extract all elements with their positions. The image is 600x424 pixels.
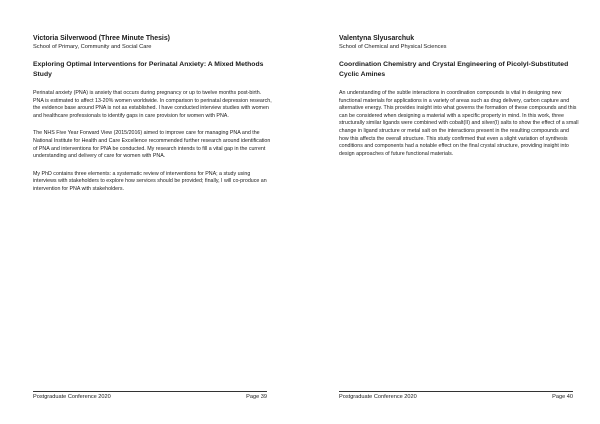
footer-divider: [33, 391, 267, 392]
footer-page-number: Page 40: [552, 394, 573, 400]
page-40: [300, 0, 600, 424]
school-name: School of Primary, Community and Social Care: [33, 44, 152, 50]
abstract-paragraph: The NHS Five Year Forward View (2015/2016) aimed to improve care for managing PNA and the National Institute for Health and Care Excellence recommended further research around identification of PNA and interventions for PNA be conducted. My research intends to fill a vital gap in the current understanding and delivery of care for women with PNA.: [33, 130, 271, 160]
page-footer: [33, 391, 267, 403]
author-name: Valentyna Slyusarchuk: [339, 35, 415, 42]
school-name: School of Chemical and Physical Sciences: [339, 44, 447, 50]
abstract-title: Exploring Optimal Interventions for Perinatal Anxiety: A Mixed Methods Study: [33, 61, 264, 78]
abstract-content: [33, 34, 273, 194]
footer-page-number: Page 39: [246, 394, 267, 400]
footer-conference-label: Postgraduate Conference 2020: [339, 394, 417, 400]
abstract-paragraph: My PhD contains three elements: a systematic review of interventions for PNA; a study using interviews with stakeholders to explore how services should be provided; finally, I will co-produce an intervention for PNA with stakeholders.: [33, 170, 267, 192]
abstract-title: Coordination Chemistry and Crystal Engineering of Picolyl-Substituted Cyclic Amines: [339, 61, 569, 78]
abstract-paragraph: Perinatal anxiety (PNA) is anxiety that occurs during pregnancy or up to twelve months post-birth. PNA is estimated to affect 13-20% women worldwide. In comparison to perinatal depression research, the evidence base around PNA is not as established. I have conducted interview studies with women and healthcare professionals to identify gaps in care provision for women with PNA.: [33, 90, 272, 119]
footer-divider: [339, 391, 573, 392]
page-footer: [339, 391, 573, 403]
author-name: Victoria Silverwood (Three Minute Thesis): [33, 35, 170, 42]
footer-conference-label: Postgraduate Conference 2020: [33, 394, 111, 400]
abstract-paragraph: An understanding of the subtle interactions in coordination compounds is vital in designing new functional materials for applications in a variety of areas such as drug delivery, carbon capture and alternative energy. This provides insight into what governs the formation of these compounds and this can be considered when designing a material with a specific property in mind. In this work, three structurally similar ligands were combined with cobalt(II) and silver(I) salts to show the effect of a small change in ligand structure or metal salt on the interactions present in the resulting compounds and how this affects the overall structure. This study confirmed that even a slight variation of synthesis conditions and components had a notable effect on the final crystal structure, providing insight into design approaches of future functional materials.: [339, 90, 579, 157]
abstract-content: [339, 34, 579, 158]
